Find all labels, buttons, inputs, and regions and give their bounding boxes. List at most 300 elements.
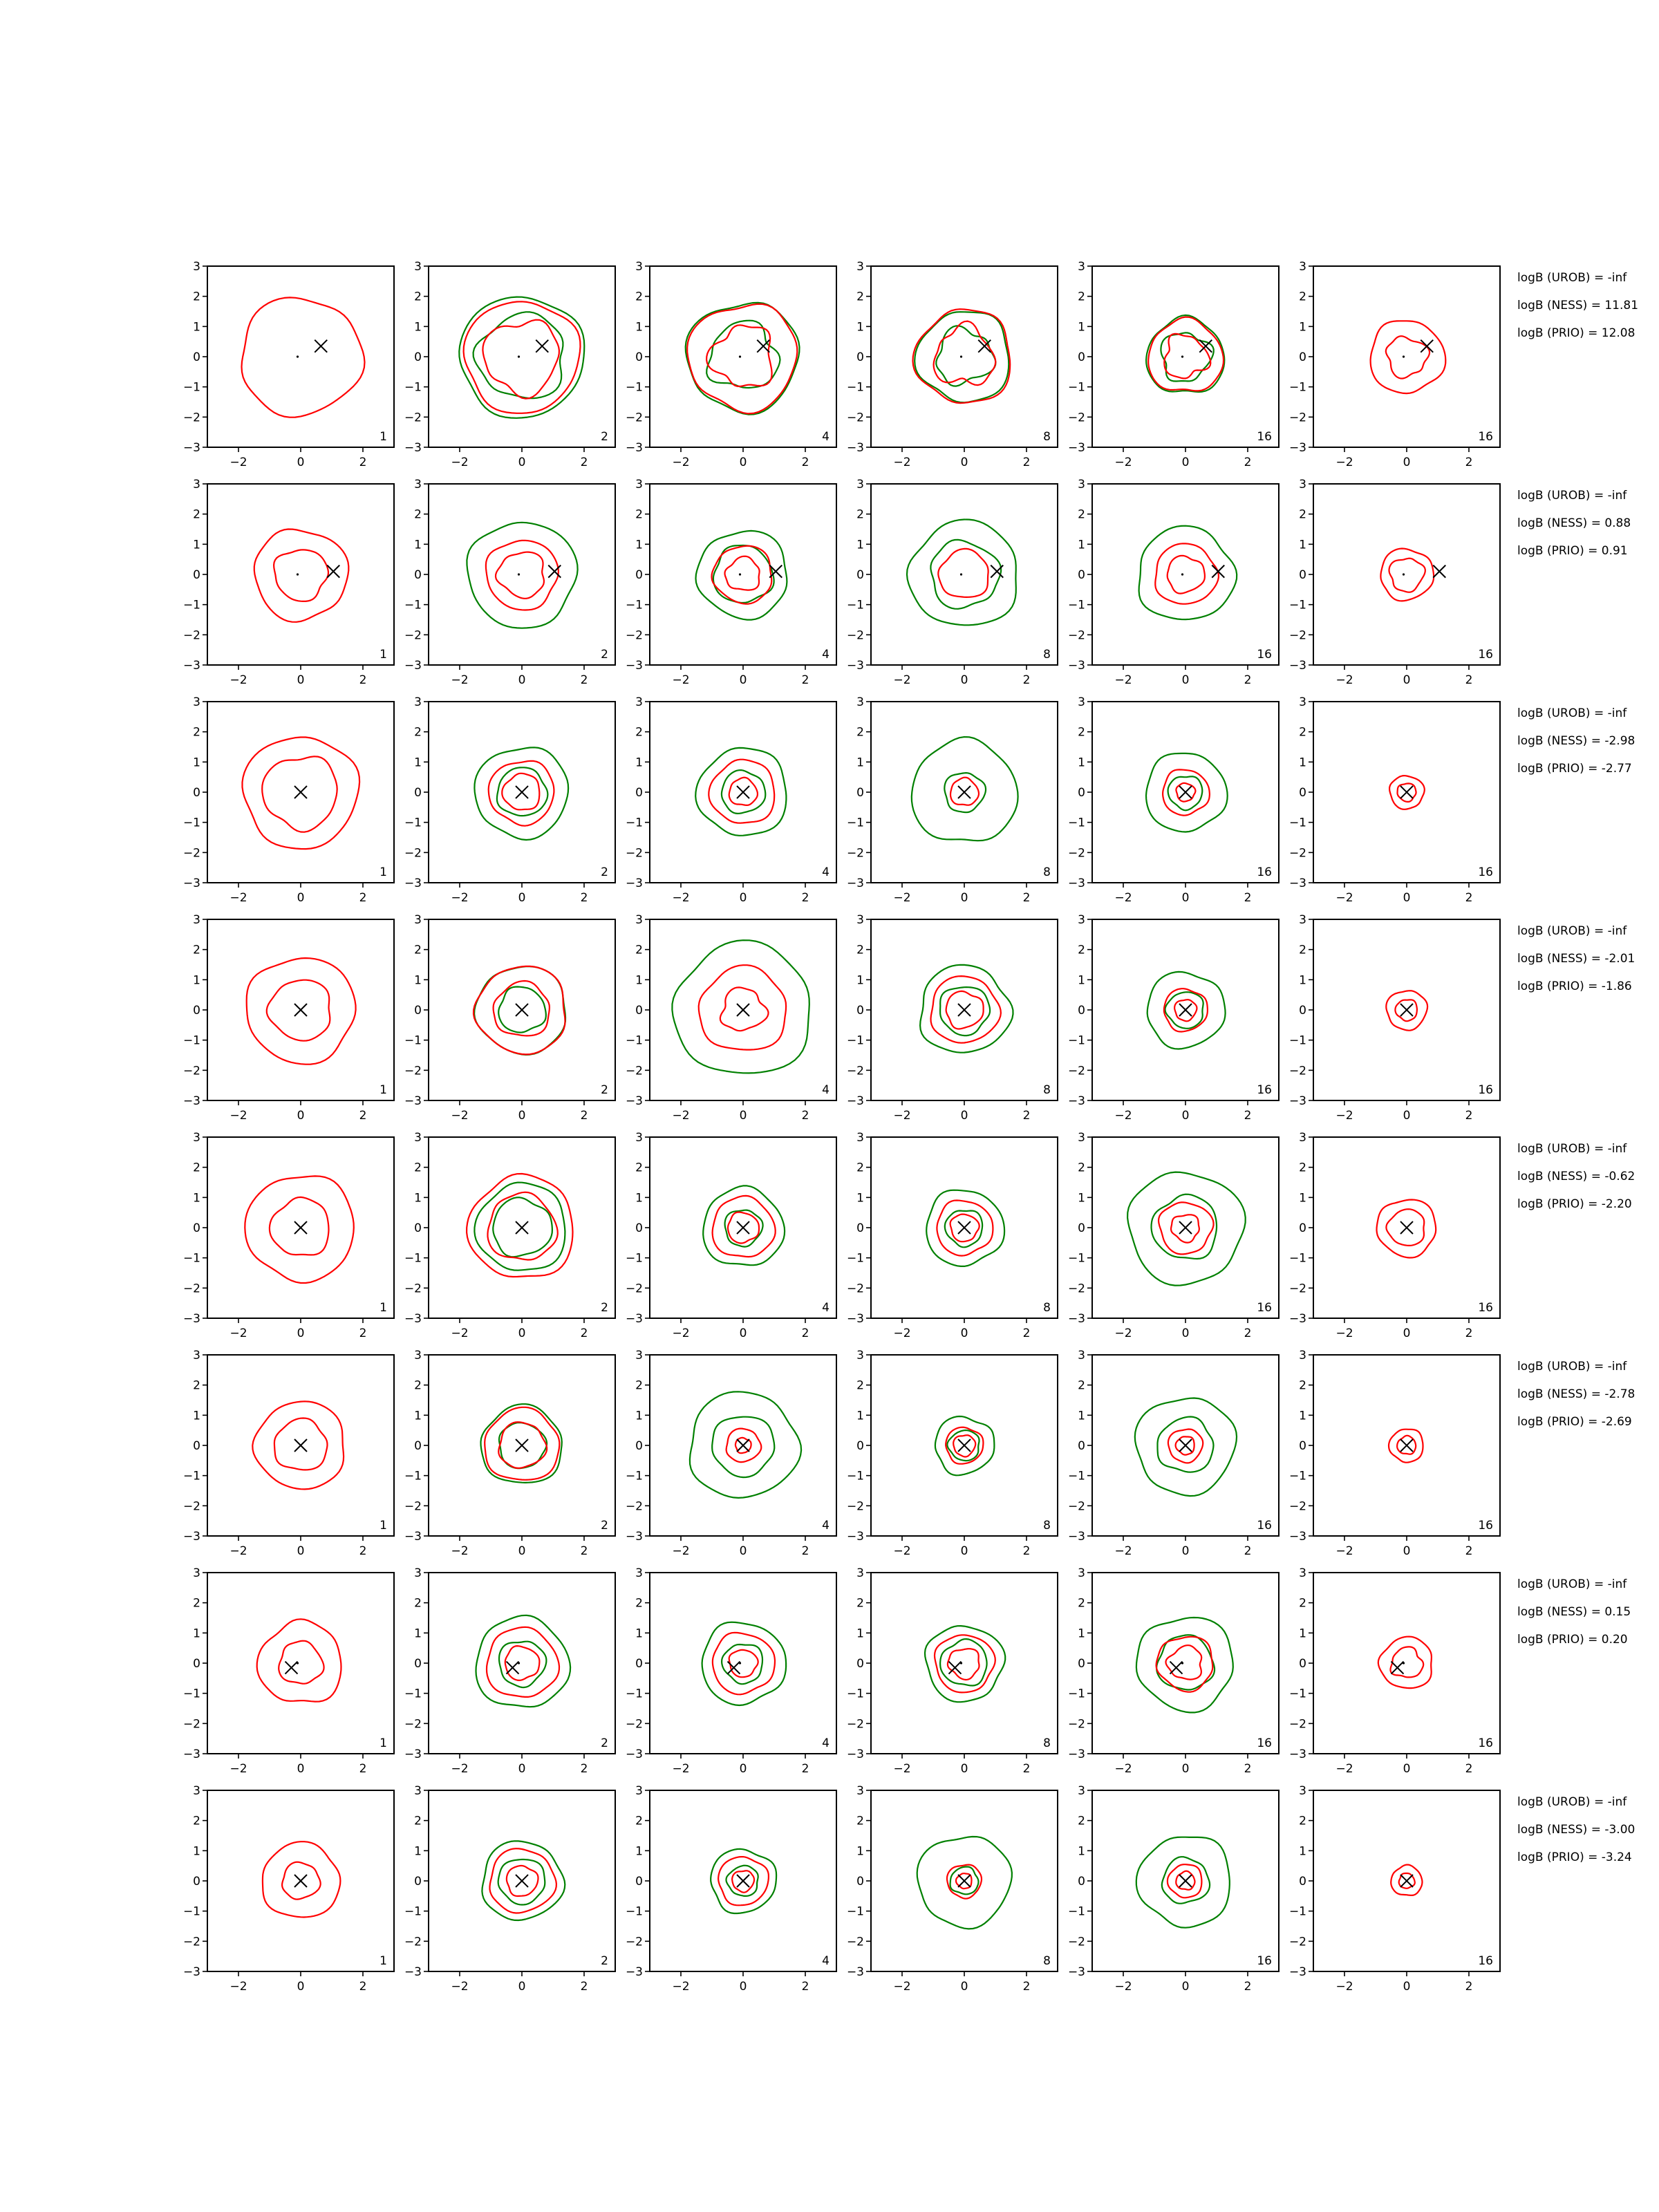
true-point-marker: [1421, 340, 1433, 353]
y-tick-label: 1: [193, 973, 200, 988]
sample-count-label: 4: [822, 1519, 830, 1533]
x-tick-label: −2: [229, 1327, 247, 1340]
y-tick-label: 0: [1078, 786, 1085, 800]
x-tick-label: 2: [801, 891, 809, 905]
logb-label: logB (UROB) = -inf: [1517, 271, 1627, 285]
y-tick-label: 2: [635, 725, 643, 740]
y-tick-label: −1: [1288, 380, 1306, 395]
prior-contour: [925, 1626, 1005, 1702]
sample-count-label: 1: [379, 1083, 387, 1097]
sample-count-label: 16: [1478, 865, 1493, 879]
x-tick-label: 2: [1022, 891, 1031, 905]
x-tick-label: 0: [1181, 456, 1190, 469]
y-tick-label: 3: [635, 1566, 643, 1580]
y-tick-label: 3: [1078, 478, 1085, 491]
prior-contour: [467, 523, 577, 628]
panel-r3-c2: [404, 695, 615, 905]
y-tick-label: −1: [625, 1033, 643, 1048]
logb-label: logB (UROB) = -inf: [1517, 924, 1627, 938]
y-tick-label: 3: [1078, 913, 1085, 927]
x-tick-label: −2: [1114, 673, 1132, 687]
y-tick-label: 3: [856, 1349, 864, 1362]
x-tick-label: 0: [960, 1109, 968, 1123]
y-tick-label: 0: [1078, 568, 1085, 582]
y-tick-label: 3: [1299, 695, 1306, 709]
y-tick-label: −1: [182, 1904, 200, 1919]
y-tick-label: 3: [193, 1784, 200, 1798]
x-tick-label: 0: [960, 673, 968, 687]
y-tick-label: −3: [846, 1094, 864, 1108]
y-tick-label: 0: [856, 1221, 864, 1235]
y-tick-label: −1: [846, 1033, 864, 1048]
panel-r2-c1: [183, 478, 394, 687]
y-tick-label: −1: [1288, 1904, 1306, 1919]
posterior-contour: [257, 1619, 341, 1701]
y-tick-label: 0: [193, 568, 200, 582]
logb-label: logB (NESS) = 11.81: [1517, 299, 1639, 312]
sample-count-label: 16: [1257, 1301, 1272, 1315]
y-tick-label: −2: [1288, 1717, 1306, 1732]
x-tick-label: 2: [359, 1762, 367, 1776]
y-tick-label: 1: [1299, 1191, 1306, 1206]
y-tick-label: −3: [404, 877, 422, 890]
true-point-marker: [958, 786, 971, 798]
sample-count-label: 2: [601, 430, 608, 444]
sample-count-label: 16: [1478, 1083, 1493, 1097]
x-tick-label: −2: [672, 1109, 690, 1123]
y-tick-label: 1: [635, 538, 643, 552]
y-tick-label: −2: [182, 1064, 200, 1078]
y-tick-label: 0: [1299, 1221, 1306, 1235]
x-tick-label: 0: [518, 1980, 526, 1994]
prior-contour: [712, 1417, 774, 1477]
sample-count-label: 8: [1043, 1519, 1051, 1533]
y-tick-label: 1: [635, 1409, 643, 1423]
y-tick-label: 2: [1299, 725, 1306, 740]
x-tick-label: 0: [1403, 1544, 1411, 1558]
true-point-marker: [294, 1221, 307, 1234]
y-tick-label: 3: [1078, 1566, 1085, 1580]
y-tick-label: 0: [856, 1004, 864, 1018]
y-tick-label: −1: [404, 1033, 422, 1048]
x-tick-label: 0: [960, 1980, 968, 1994]
y-tick-label: 3: [1299, 1566, 1306, 1580]
y-tick-label: 3: [193, 695, 200, 709]
x-tick-label: −2: [1114, 1327, 1132, 1340]
logb-label: logB (PRIO) = 0.91: [1517, 544, 1628, 558]
logb-label: logB (PRIO) = -2.20: [1517, 1197, 1632, 1211]
y-tick-label: 2: [856, 290, 864, 304]
x-tick-label: 0: [518, 456, 526, 469]
axes-frame: [1313, 266, 1500, 447]
y-tick-label: −2: [846, 1282, 864, 1296]
true-point-marker: [516, 1221, 528, 1234]
y-tick-label: 1: [635, 973, 643, 988]
y-tick-label: 1: [856, 320, 864, 335]
y-tick-label: −2: [1288, 1935, 1306, 1949]
y-tick-label: 2: [635, 1161, 643, 1175]
x-tick-label: 0: [739, 673, 747, 687]
sample-count-label: 16: [1257, 1736, 1272, 1750]
sample-count-label: 16: [1257, 648, 1272, 662]
y-tick-label: 3: [414, 1566, 422, 1580]
x-tick-label: −2: [893, 673, 911, 687]
posterior-contour: [1371, 321, 1446, 393]
y-tick-label: −3: [1067, 659, 1085, 673]
y-tick-label: −3: [182, 659, 200, 673]
y-tick-label: −1: [1067, 816, 1085, 830]
y-tick-label: 0: [414, 1657, 422, 1671]
y-tick-label: 1: [1299, 320, 1306, 335]
x-tick-label: 2: [801, 1762, 809, 1776]
prior-contour: [920, 965, 1013, 1053]
x-tick-label: 2: [1244, 1980, 1252, 1994]
x-tick-label: −2: [451, 891, 469, 905]
y-tick-label: −3: [404, 1747, 422, 1761]
y-tick-label: 0: [414, 350, 422, 364]
sample-count-label: 1: [379, 1736, 387, 1750]
true-point-marker: [728, 1662, 740, 1674]
x-tick-label: −2: [672, 456, 690, 469]
logb-label: logB (NESS) = -3.00: [1517, 1823, 1635, 1837]
logb-label: logB (UROB) = -inf: [1517, 1577, 1627, 1591]
x-tick-label: 2: [580, 456, 588, 469]
y-tick-label: 3: [414, 913, 422, 927]
y-tick-label: 1: [1078, 538, 1085, 552]
x-tick-label: 0: [1403, 1327, 1411, 1340]
x-tick-label: −2: [893, 1980, 911, 1994]
x-tick-label: 2: [801, 1327, 809, 1340]
y-tick-label: 0: [1299, 1657, 1306, 1671]
panel-r2-c2: [404, 478, 615, 687]
y-tick-label: 0: [193, 350, 200, 364]
y-tick-label: 3: [414, 1784, 422, 1798]
y-tick-label: −3: [1067, 1530, 1085, 1544]
y-tick-label: 1: [414, 1627, 422, 1641]
logb-label: logB (NESS) = -2.78: [1517, 1387, 1635, 1401]
y-tick-label: 3: [1299, 1349, 1306, 1362]
y-tick-label: 1: [856, 1191, 864, 1206]
x-tick-label: 0: [297, 1109, 305, 1123]
axes-frame: [871, 1573, 1058, 1754]
y-tick-label: −2: [1288, 846, 1306, 861]
logb-label: logB (PRIO) = 0.20: [1517, 1633, 1628, 1647]
x-tick-label: −2: [1335, 891, 1353, 905]
posterior-contour: [487, 1627, 559, 1697]
panel-r7-c4: [847, 1566, 1058, 1776]
posterior-contour: [1389, 559, 1425, 592]
y-tick-label: 2: [1299, 943, 1306, 957]
y-tick-label: −3: [1067, 877, 1085, 890]
true-point-marker: [516, 1004, 528, 1016]
x-tick-label: −2: [229, 1980, 247, 1994]
y-tick-label: −2: [1067, 1499, 1085, 1514]
y-tick-label: 3: [635, 478, 643, 491]
prior-contour: [690, 1391, 801, 1498]
y-tick-label: 0: [1078, 1657, 1085, 1671]
posterior-contour: [494, 981, 550, 1035]
axes-frame: [207, 266, 394, 447]
logb-label: logB (UROB) = -inf: [1517, 1360, 1627, 1374]
y-tick-label: 1: [1299, 538, 1306, 552]
y-tick-label: −2: [404, 1499, 422, 1514]
center-dot: [1181, 355, 1183, 357]
y-tick-label: 3: [856, 1131, 864, 1145]
panel-r2-c6: [1289, 478, 1500, 687]
y-tick-label: −1: [846, 598, 864, 612]
x-tick-label: 0: [518, 1327, 526, 1340]
y-tick-label: 3: [1078, 260, 1085, 274]
y-tick-label: 0: [414, 1875, 422, 1888]
y-tick-label: −1: [1288, 816, 1306, 830]
x-tick-label: −2: [672, 1327, 690, 1340]
prior-contour: [482, 1841, 565, 1920]
x-tick-label: −2: [229, 1109, 247, 1123]
sample-count-label: 4: [822, 1301, 830, 1315]
y-tick-label: −1: [625, 598, 643, 612]
y-tick-label: 2: [193, 1161, 200, 1175]
y-tick-label: 1: [1078, 1409, 1085, 1423]
sample-count-label: 16: [1478, 648, 1493, 662]
y-tick-label: −2: [1067, 628, 1085, 643]
x-tick-label: 0: [960, 1762, 968, 1776]
y-tick-label: 1: [414, 1409, 422, 1423]
x-tick-label: 0: [297, 891, 305, 905]
panel-r5-c6: [1289, 1131, 1500, 1340]
x-tick-label: 0: [1403, 1109, 1411, 1123]
x-tick-label: −2: [451, 1109, 469, 1123]
x-tick-label: 2: [1022, 456, 1031, 469]
posterior-contour: [725, 556, 760, 590]
x-tick-label: 2: [1244, 1762, 1252, 1776]
y-tick-label: −3: [1288, 1747, 1306, 1761]
y-tick-label: 2: [1299, 1161, 1306, 1175]
panel-r5-c4: [847, 1131, 1058, 1340]
true-point-marker: [516, 1439, 528, 1452]
y-tick-label: −3: [625, 659, 643, 673]
y-tick-label: 0: [856, 1657, 864, 1671]
y-tick-label: 1: [856, 1627, 864, 1641]
y-tick-label: 1: [856, 1409, 864, 1423]
y-tick-label: −2: [846, 1499, 864, 1514]
panel-r3-c1: [183, 695, 394, 905]
posterior-contour: [1148, 317, 1224, 391]
panel-r3-c3: [626, 695, 836, 905]
y-tick-label: 0: [193, 786, 200, 800]
y-tick-label: −1: [1067, 1033, 1085, 1048]
y-tick-label: −2: [1067, 1064, 1085, 1078]
y-tick-label: 1: [1299, 1844, 1306, 1859]
y-tick-label: −1: [182, 1687, 200, 1701]
posterior-contour: [1155, 543, 1219, 603]
y-tick-label: −1: [846, 1687, 864, 1701]
y-tick-label: 3: [414, 260, 422, 274]
y-tick-label: 1: [1078, 1627, 1085, 1641]
y-tick-label: −2: [404, 846, 422, 861]
x-tick-label: 2: [359, 1109, 367, 1123]
y-tick-label: 0: [1299, 568, 1306, 582]
y-tick-label: 2: [1078, 943, 1085, 957]
y-tick-label: 1: [635, 1844, 643, 1859]
y-tick-label: −2: [182, 1935, 200, 1949]
y-tick-label: 3: [856, 1566, 864, 1580]
y-tick-label: −2: [625, 1717, 643, 1732]
y-tick-label: −1: [404, 1687, 422, 1701]
y-tick-label: 0: [1299, 350, 1306, 364]
sample-count-label: 16: [1478, 1301, 1493, 1315]
y-tick-label: −2: [182, 628, 200, 643]
sample-count-label: 16: [1257, 1519, 1272, 1533]
posterior-contour: [699, 965, 786, 1049]
y-tick-label: 1: [193, 1844, 200, 1859]
logb-label: logB (NESS) = 0.88: [1517, 516, 1631, 530]
x-tick-label: −2: [1335, 1762, 1353, 1776]
y-tick-label: 3: [1078, 1131, 1085, 1145]
y-tick-label: −3: [1288, 877, 1306, 890]
panel-r3-c4: [847, 695, 1058, 905]
panel-r8-c5: [1068, 1784, 1279, 1994]
y-tick-label: 2: [1299, 507, 1306, 522]
y-tick-label: 0: [1299, 1439, 1306, 1453]
y-tick-label: 0: [193, 1875, 200, 1888]
y-tick-label: 2: [856, 507, 864, 522]
panel-r4-c3: [626, 913, 836, 1123]
y-tick-label: 1: [414, 973, 422, 988]
x-tick-label: 2: [1244, 891, 1252, 905]
y-tick-label: −2: [846, 1935, 864, 1949]
posterior-contour: [254, 529, 349, 622]
y-tick-label: 3: [1299, 1131, 1306, 1145]
x-tick-label: 2: [1465, 891, 1473, 905]
y-tick-label: 1: [1078, 1844, 1085, 1859]
prior-contour: [476, 1615, 571, 1707]
x-tick-label: 2: [580, 891, 588, 905]
true-point-marker: [294, 1439, 307, 1452]
y-tick-label: −1: [182, 1251, 200, 1266]
x-tick-label: −2: [1114, 1109, 1132, 1123]
y-tick-label: 0: [1299, 1875, 1306, 1888]
y-tick-label: 2: [414, 1161, 422, 1175]
x-tick-label: 0: [739, 456, 747, 469]
y-tick-label: 0: [635, 1221, 643, 1235]
x-tick-label: 2: [580, 1544, 588, 1558]
center-dot: [1403, 355, 1405, 357]
y-tick-label: 3: [1299, 1784, 1306, 1798]
y-tick-label: −2: [1067, 1935, 1085, 1949]
prior-contour: [703, 1185, 785, 1265]
true-point-marker: [1400, 786, 1413, 798]
x-tick-label: −2: [1114, 1980, 1132, 1994]
y-tick-label: 1: [635, 756, 643, 770]
center-dot: [518, 355, 520, 357]
y-tick-label: 0: [635, 568, 643, 582]
y-tick-label: 2: [193, 1378, 200, 1393]
y-tick-label: −1: [846, 1469, 864, 1483]
y-tick-label: −3: [846, 659, 864, 673]
true-point-marker: [737, 1004, 749, 1016]
y-tick-label: 0: [635, 350, 643, 364]
panel-r4-c2: [404, 913, 615, 1123]
logb-label: logB (UROB) = -inf: [1517, 489, 1627, 503]
x-tick-label: −2: [1114, 456, 1132, 469]
x-tick-label: −2: [1335, 1327, 1353, 1340]
logb-label: logB (UROB) = -inf: [1517, 706, 1627, 720]
axes-frame: [429, 1573, 615, 1754]
y-tick-label: 2: [1299, 1378, 1306, 1393]
y-tick-label: −1: [846, 1251, 864, 1266]
panel-r5-c2: [404, 1131, 615, 1340]
y-tick-label: −2: [625, 1935, 643, 1949]
y-tick-label: 3: [856, 260, 864, 274]
true-point-marker: [1179, 1439, 1192, 1452]
y-tick-label: 3: [193, 913, 200, 927]
panel-r6-c2: [404, 1349, 615, 1558]
panel-r2-c5: [1068, 478, 1279, 687]
y-tick-label: 1: [193, 538, 200, 552]
sample-count-label: 16: [1257, 430, 1272, 444]
y-tick-label: −3: [1288, 441, 1306, 455]
y-tick-label: −1: [1288, 1033, 1306, 1048]
y-tick-label: 2: [1078, 1814, 1085, 1828]
panel-r6-c4: [847, 1349, 1058, 1558]
y-tick-label: −3: [1288, 1094, 1306, 1108]
x-tick-label: 2: [580, 1109, 588, 1123]
x-tick-label: 0: [518, 1762, 526, 1776]
y-tick-label: −1: [404, 1469, 422, 1483]
posterior-contour: [1391, 1647, 1424, 1677]
sample-count-label: 4: [822, 1736, 830, 1750]
x-tick-label: 2: [1465, 456, 1473, 469]
posterior-contour: [1386, 1209, 1424, 1246]
x-tick-label: −2: [672, 1980, 690, 1994]
y-tick-label: 3: [1078, 1349, 1085, 1362]
y-tick-label: 2: [193, 725, 200, 740]
x-tick-label: −2: [1335, 1544, 1353, 1558]
y-tick-label: 0: [856, 568, 864, 582]
y-tick-label: 2: [414, 1596, 422, 1611]
panel-r8-c4: [847, 1784, 1058, 1994]
y-tick-label: 2: [635, 1378, 643, 1393]
x-tick-label: −2: [1114, 1544, 1132, 1558]
x-tick-label: 2: [1022, 1109, 1031, 1123]
y-tick-label: 2: [1078, 1596, 1085, 1611]
y-tick-label: −1: [1067, 598, 1085, 612]
y-tick-label: 1: [1078, 973, 1085, 988]
x-tick-label: 2: [1465, 1980, 1473, 1994]
y-tick-label: 1: [1078, 320, 1085, 335]
y-tick-label: 0: [193, 1657, 200, 1671]
axes-frame: [871, 484, 1058, 665]
y-tick-label: −1: [182, 380, 200, 395]
sample-count-label: 8: [1043, 1736, 1051, 1750]
y-tick-label: −1: [404, 816, 422, 830]
x-tick-label: 0: [960, 1327, 968, 1340]
y-tick-label: 2: [193, 507, 200, 522]
x-tick-label: 2: [1465, 673, 1473, 687]
posterior-contour: [706, 325, 772, 386]
x-tick-label: 2: [1244, 456, 1252, 469]
y-tick-label: 0: [635, 1875, 643, 1888]
x-tick-label: 0: [518, 1109, 526, 1123]
y-tick-label: −3: [1067, 1094, 1085, 1108]
posterior-contour: [262, 756, 337, 832]
y-tick-label: 0: [635, 1657, 643, 1671]
y-tick-label: 0: [856, 1439, 864, 1453]
x-tick-label: 0: [1403, 673, 1411, 687]
panel-r2-c3: [626, 478, 836, 687]
y-tick-label: 2: [1299, 290, 1306, 304]
y-tick-label: −3: [182, 1094, 200, 1108]
